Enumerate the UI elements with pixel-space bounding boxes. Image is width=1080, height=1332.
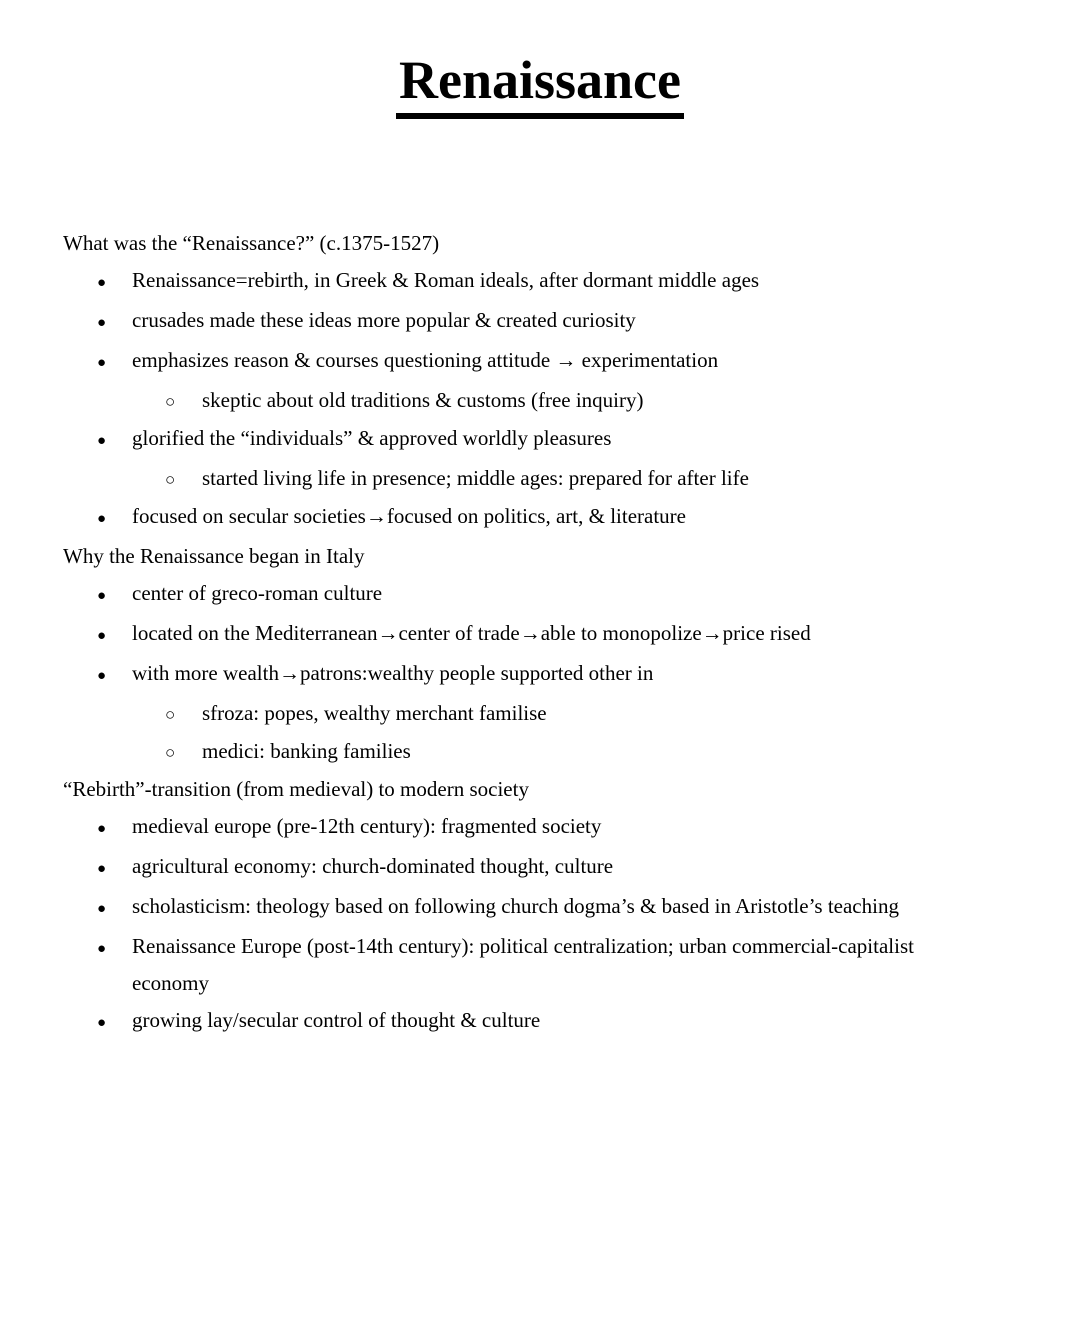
- bullet-text: Renaissance Europe (post-14th century): political centralization; urban commercial-capitalist economy: [132, 934, 914, 996]
- sub-bullet-text: started living life in presence; middle ages: prepared for after life: [202, 466, 749, 491]
- bullet-item: [0, 615, 1080, 655]
- title-container: [0, 0, 1080, 119]
- bullet-text: growing lay/secular control of thought & culture: [132, 1008, 541, 1033]
- bullet-disc-icon: ●: [97, 588, 107, 605]
- bullet-item: [0, 928, 1080, 1002]
- bullet-text: with more wealth→patrons:wealthy people supported other in: [132, 661, 654, 686]
- sub-bullet-text: medici: banking families: [202, 739, 411, 764]
- sub-bullet-text: skeptic about old traditions & customs (free inquiry): [202, 388, 644, 413]
- bullet-circle-icon: ○: [165, 392, 176, 412]
- bullet-text: emphasizes reason & courses questioning attitude → experimentation: [132, 348, 719, 373]
- bullet-text: crusades made these ideas more popular & created curiosity: [132, 308, 636, 333]
- bullet-disc-icon: ●: [97, 355, 107, 372]
- sub-bullet-item: [0, 695, 1080, 733]
- heading-text: What was the “Renaissance?” (c.1375-1527): [63, 231, 440, 256]
- bullet-text: Renaissance=rebirth, in Greek & Roman ideals, after dormant middle ages: [132, 268, 760, 293]
- page-title: Renaissance: [396, 50, 684, 119]
- bullet-disc-icon: ●: [97, 433, 107, 450]
- bullet-circle-icon: ○: [165, 470, 176, 490]
- bullet-disc-icon: ●: [97, 628, 107, 645]
- bullet-circle-icon: ○: [165, 705, 176, 725]
- bullet-text: medieval europe (pre-12th century): fragmented society: [132, 814, 602, 839]
- bullet-circle-icon: ○: [165, 743, 176, 763]
- bullet-item: [0, 1002, 1080, 1042]
- bullet-text: focused on secular societies→focused on politics, art, & literature: [132, 504, 686, 529]
- bullet-item: [0, 655, 1080, 695]
- bullet-item: [0, 888, 1080, 928]
- bullet-disc-icon: ●: [97, 511, 107, 528]
- bullet-item: [0, 262, 1080, 302]
- bullet-disc-icon: ●: [97, 315, 107, 332]
- bullet-item: [0, 420, 1080, 460]
- bullet-item: [0, 848, 1080, 888]
- bullet-text: agricultural economy: church-dominated thought, culture: [132, 854, 614, 879]
- bullet-disc-icon: ●: [97, 275, 107, 292]
- bullet-text: glorified the “individuals” & approved worldly pleasures: [132, 426, 612, 451]
- sub-bullet-text: sfroza: popes, wealthy merchant familise: [202, 701, 547, 726]
- bullet-disc-icon: ●: [97, 861, 107, 878]
- bullet-text: located on the Mediterranean→center of trade→able to monopolize→price rised: [132, 621, 811, 646]
- bullet-item: [0, 302, 1080, 342]
- sub-bullet-item: [0, 733, 1080, 771]
- bullet-text: scholasticism: theology based on following church dogma’s & based in Aristotle’s teaching: [132, 894, 899, 919]
- heading-line: [0, 225, 1080, 262]
- heading-text: “Rebirth”-transition (from medieval) to modern society: [63, 777, 529, 802]
- notes-content: [0, 225, 1080, 1042]
- bullet-item: [0, 498, 1080, 538]
- bullet-text: center of greco-roman culture: [132, 581, 383, 606]
- sub-bullet-item: [0, 382, 1080, 420]
- heading-line: [0, 771, 1080, 808]
- bullet-disc-icon: ●: [97, 668, 107, 685]
- bullet-item: [0, 342, 1080, 382]
- heading-line: [0, 538, 1080, 575]
- sub-bullet-item: [0, 460, 1080, 498]
- bullet-disc-icon: ●: [97, 1015, 107, 1032]
- bullet-item: [0, 808, 1080, 848]
- heading-text: Why the Renaissance began in Italy: [63, 544, 365, 569]
- bullet-item: [0, 575, 1080, 615]
- bullet-disc-icon: ●: [97, 821, 107, 838]
- bullet-disc-icon: ●: [97, 941, 107, 958]
- bullet-disc-icon: ●: [97, 901, 107, 918]
